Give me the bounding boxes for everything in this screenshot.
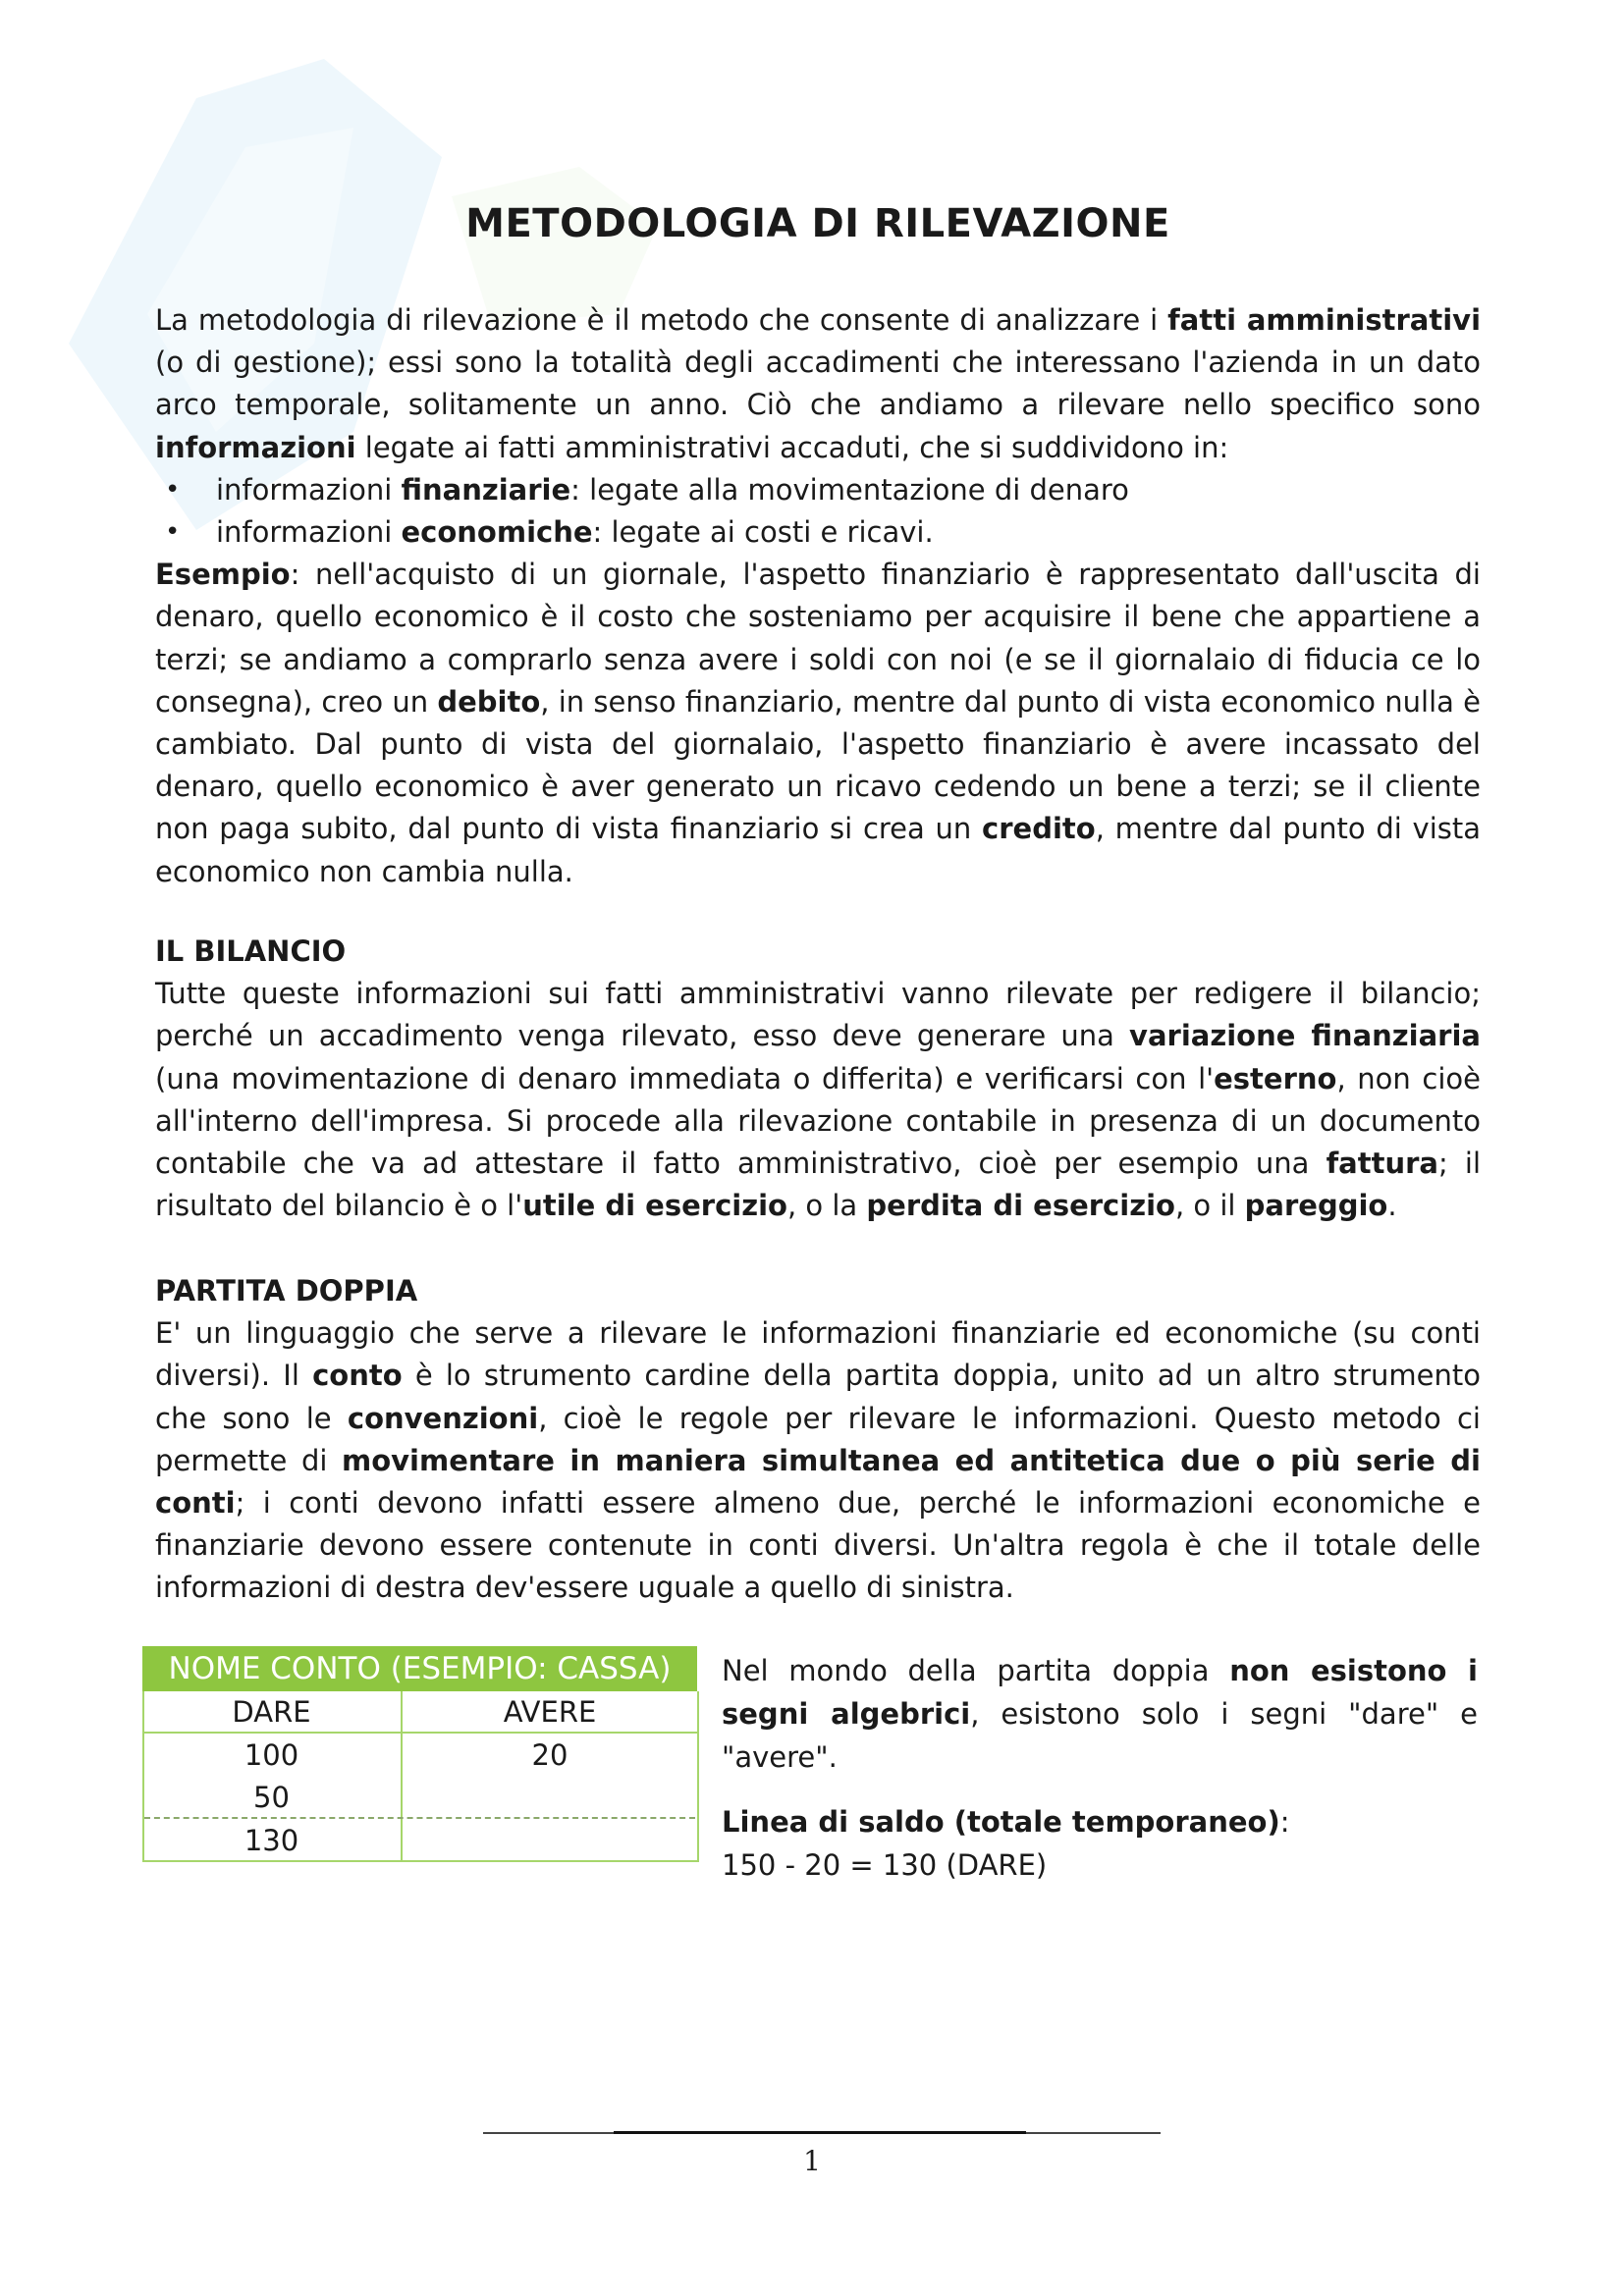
bilancio-section bbox=[155, 931, 1481, 1227]
signs-paragraph: Nel mondo della partita doppia non esistono i segni algebrici, esistono solo i segni "dare" e "avere". bbox=[722, 1654, 1478, 1774]
info-types-list bbox=[155, 469, 1481, 554]
page-title: METODOLOGIA DI RILEVAZIONE bbox=[465, 201, 1170, 246]
dare-value: 100 bbox=[244, 1738, 299, 1772]
dare-value: 50 bbox=[253, 1781, 290, 1814]
ledger-header: NOME CONTO (ESEMPIO: CASSA) bbox=[142, 1646, 697, 1691]
ledger-header-rule bbox=[142, 1732, 697, 1734]
col-header-dare: DARE bbox=[232, 1695, 311, 1729]
partita-doppia-paragraph: E' un linguaggio che serve a rilevare le informazioni finanziarie ed economiche (su conti diversi). Il conto è lo strumento cardine della partita doppia, unito ad un altro strumento che sono le convenzioni, cioè le regole per rilevare le informazioni. Questo metodo ci permette di movimentare in maniera simultanea ed antitetica due o più serie di conti; i conti devono infatti essere almeno due, perché le informazioni economiche e finanziarie devono essere contenute in conti diversi. Un'altra regola è che il totale delle informazioni di destra dev'essere uguale a quello di sinistra. bbox=[155, 1316, 1481, 1605]
saldo-label: Linea di saldo (totale temporaneo): bbox=[722, 1805, 1290, 1839]
list-item: • informazioni economiche: legate ai costi e ricavi. bbox=[155, 511, 1481, 554]
dare-total: 130 bbox=[244, 1824, 299, 1857]
ledger-table bbox=[142, 1646, 697, 1862]
ledger-explanation bbox=[722, 1649, 1488, 1887]
section-heading-partita-doppia: PARTITA DOPPIA bbox=[155, 1274, 418, 1308]
intro-paragraph: La metodologia di rilevazione è il metodo che consente di analizzare i fatti amministrativi (o di gestione); essi sono la totalità degli accadimenti che interessano l'azienda in un dato arco temporale, solitamente un anno. Ciò che andiamo a rilevare nello specifico sono informazioni legate ai fatti amministrativi accaduti, che si suddividono in: bbox=[155, 303, 1482, 464]
example-paragraph: Esempio: nell'acquisto di un giornale, l'aspetto finanziario è rappresentato dall'uscita di denaro, quello economico è il costo che sosteniamo per acquisire il bene che appartiene a terzi; se andiamo a comprarlo senza avere i soldi con noi (e se il giornalaio di fiducia ce lo consegna), creo un debito, in senso finanziario, mentre dal punto di vista economico nulla è cambiato. Dal punto di vista del giornalaio, l'aspetto finanziario è avere incassato del denaro, quello economico è aver generato un ricavo cedendo un bene a terzi; se il cliente non paga subito, dal punto di vista finanziario si crea un credito, mentre dal punto di vista economico non cambia nulla. bbox=[155, 558, 1482, 888]
avere-value: 20 bbox=[531, 1738, 568, 1772]
footer-rule-accent bbox=[614, 2131, 1026, 2134]
page-number: 1 bbox=[803, 2145, 821, 2177]
balance-line bbox=[144, 1817, 695, 1819]
intro-section bbox=[155, 299, 1481, 893]
saldo-formula: 150 - 20 = 130 (DARE) bbox=[722, 1848, 1048, 1882]
section-heading-bilancio: IL BILANCIO bbox=[155, 934, 347, 968]
col-header-avere: AVERE bbox=[503, 1695, 597, 1729]
bilancio-paragraph: Tutte queste informazioni sui fatti amministrativi vanno rilevate per redigere il bilancio; perché un accadimento venga rilevato, esso deve generare una variazione finanziaria (una movimentazione di denaro immediata o differita) e verificarsi con l'esterno, non cioè all'interno dell'impresa. Si procede alla rilevazione contabile in presenza di un documento contabile che va ad attestare il fatto amministrativo, cioè per esempio una fattura; il risultato del bilancio è o l'utile di esercizio, o la perdita di esercizio, o il pareggio. bbox=[155, 977, 1481, 1223]
partita-doppia-section bbox=[155, 1270, 1481, 1610]
list-item: • informazioni finanziarie: legate alla movimentazione di denaro bbox=[155, 469, 1481, 511]
